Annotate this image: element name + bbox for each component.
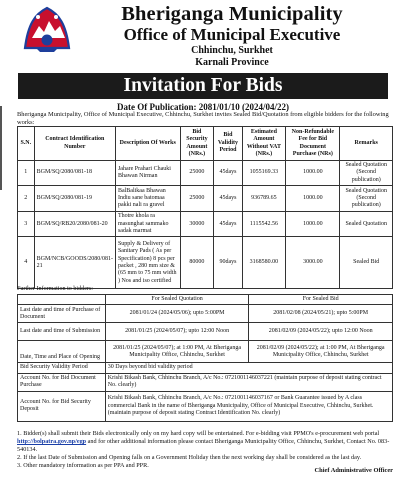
header-contract-id: Contract Identification Number: [34, 127, 115, 161]
header-estimated-amount: Estimated Amount Without VAT (NRs.): [242, 127, 286, 161]
row-sn: 4: [18, 237, 35, 289]
header-bid-security: Bid Security Amount (NRs.): [180, 127, 214, 161]
row-remarks: Sealed Quotation (Second publication): [340, 186, 393, 212]
row-description: Thotre khola ra masunghat sammako sadak marmat: [115, 212, 180, 237]
row-bid-security: 25000: [180, 186, 214, 212]
note-2: 2. If the last Date of Submission and Opening falls on a Government Holiday then the next working day shall be considered as the last day.: [17, 454, 362, 461]
row-estimated-amount: 936789.65: [242, 186, 286, 212]
row-estimated-amount: 1055169.33: [242, 161, 286, 186]
info-quotation-value: 2081/01/25 (2024/05/07); upto 12:00 Noon: [105, 323, 249, 341]
table-row: [18, 363, 393, 373]
municipality-name: Bheriganga Municipality: [121, 3, 343, 25]
letterhead: [0, 0, 406, 72]
table-row: [18, 341, 393, 363]
info-bid-value: 2081/02/09 (2024/05/22); upto 12:00 Noon: [249, 323, 393, 341]
intro-text: Bheriganga Municipality, Office of Municipal Executive, Chhinchu, Surkhet invites Sealed Bid/Quotation from eligible bidders for the following works:: [17, 111, 389, 126]
row-validity: 45days: [214, 212, 242, 237]
note-1: [17, 430, 395, 454]
row-sn: 1: [18, 161, 35, 186]
table-row: [18, 305, 393, 323]
row-validity: 45days: [214, 186, 242, 212]
info-quotation-value: 2081/01/25 (2024/05/07); at 1:00 PM, At Bheriganga Municipality Office, Chhinchu, Surkhet: [105, 341, 249, 363]
info-header-quotation: For Sealed Quotation: [105, 295, 249, 305]
row-bid-security: 80000: [180, 237, 214, 289]
note-1-text: 1. Bidder(s) shall submit their Bids electronically only on my hard copy will be entertained. For e-bidding visit PPMO's e-procurement web portal: [17, 430, 380, 437]
office-address: Chhinchu, Surkhet: [191, 45, 273, 56]
header-document-fee: Non-Refundable Fee for Bid Document Purchase (NRs): [286, 127, 340, 161]
table-row: [18, 391, 393, 421]
header-description: Description Of Works: [115, 127, 180, 161]
info-label: Account No. for Bid Document Purchase: [18, 373, 106, 391]
province-name: Karnali Province: [195, 57, 269, 68]
info-header-bid: For Sealed Bid: [249, 295, 393, 305]
info-header-row: [18, 295, 393, 305]
office-name: Office of Municipal Executive: [123, 25, 341, 44]
row-validity: 45days: [214, 161, 242, 186]
note-3: 3. Other mandatory information as per PPA and PPR.: [17, 462, 149, 469]
row-contract-id: BGM/SQ/RB20/2080/081-20: [34, 212, 115, 237]
info-label: Date, Time and Place of Opening: [18, 341, 106, 363]
row-contract-id: BGM/SQ/2080/081-18: [34, 161, 115, 186]
row-remarks: Sealed Bid: [340, 237, 393, 289]
row-description: Supply & Delivery of Sanitary Pads ( As per Specification) 8 pcs per packet , 280 mm size & (65 mm to 75 mm width ) Nos and iso certified: [115, 237, 180, 289]
row-estimated-amount: 1115542.56: [242, 212, 286, 237]
row-sn: 2: [18, 186, 35, 212]
table-row: [18, 212, 393, 237]
info-label: Last date and time of Submission: [18, 323, 106, 341]
header-validity: Bid Validity Period: [214, 127, 242, 161]
row-bid-security: 25000: [180, 161, 214, 186]
row-document-fee: 1000.00: [286, 161, 340, 186]
info-label: Last date and time of Purchase of Document: [18, 305, 106, 323]
bid-table: [17, 126, 393, 289]
table-row: [18, 186, 393, 212]
row-description: Jahare Prahari Chauki Bhawan Nirman: [115, 161, 180, 186]
note-1-contact: and for other additional information please contact Bheriganga Municipality Office, Chhinchu, Surkhet, Contact No. 083-540134.: [17, 438, 390, 453]
header-sn: S.N.: [18, 127, 35, 161]
info-header-blank: [18, 295, 106, 305]
row-contract-id: BGM/NCB/GOODS/2080/081-21: [34, 237, 115, 289]
table-row: [18, 323, 393, 341]
info-span-value: Krishi Bikash Bank, Chhinchu Branch, A/c No.: 0721001146037221 (maintain purpose of deposit stating contract No. clearly): [105, 373, 392, 391]
row-estimated-amount: 3168580.00: [242, 237, 286, 289]
signature-title: Chief Administrative Officer: [314, 467, 393, 474]
info-label: Account No. for Bid Security Deposit: [18, 391, 106, 421]
table-row: [18, 237, 393, 289]
header-remarks: Remarks: [340, 127, 393, 161]
row-validity: 90days: [214, 237, 242, 289]
info-bid-value: 2081/02/09 (2024/05/22); at 1:00 PM, At Bheriganga Municipality Office, Chhinchu, Surkhet: [249, 341, 393, 363]
table-row: [18, 373, 393, 391]
row-document-fee: 1000.00: [286, 212, 340, 237]
bidder-info-table: [17, 294, 393, 422]
info-label: Bid Security Validity Period: [18, 363, 106, 373]
info-span-value: 30 Days beyond bid validity period: [105, 363, 392, 373]
info-quotation-value: 2081/01/24 (2024/05/06); upto 5:00PM: [105, 305, 249, 323]
egp-portal-link[interactable]: http://bolpatra.gov.np/egp: [17, 438, 87, 445]
info-bid-value: 2081/02/08 (2024/05/21); upto 5:00PM: [249, 305, 393, 323]
row-remarks: Sealed Quotation (Second publication): [340, 161, 393, 186]
row-bid-security: 30000: [180, 212, 214, 237]
info-span-value: Krishi Bikash Bank, Chhinchu Branch, A/c No.: 0721001146037167 or Bank Guarantee issued by A class commercial Bank in the name of Bheriganga Municipality, Office of Municipal Executive, Chhinchu, Surkhet. (maintain purpose of deposit stating Contract Identification No. clearly): [105, 391, 392, 421]
row-sn: 3: [18, 212, 35, 237]
row-remarks: Sealed Quotation: [340, 212, 393, 237]
row-document-fee: 1000.00: [286, 186, 340, 212]
scan-edge-mark: [0, 106, 2, 190]
row-description: BalBalikaa Bhawan Indiu sane batomaa pakki nali ra gravel: [115, 186, 180, 212]
publication-date: Date Of Publication: 2081/01/10 (2024/04/22): [117, 102, 289, 112]
row-contract-id: BGM/SQ/2080/081-19: [34, 186, 115, 212]
further-info-label: Further Information to bidders:: [17, 286, 93, 292]
table-row: [18, 161, 393, 186]
nepal-emblem-icon: [22, 4, 72, 54]
notice-banner: Invitation For Bids: [18, 73, 388, 99]
row-document-fee: 3000.00: [286, 237, 340, 289]
notes-section: [17, 430, 395, 470]
bid-table-header: [18, 127, 393, 161]
